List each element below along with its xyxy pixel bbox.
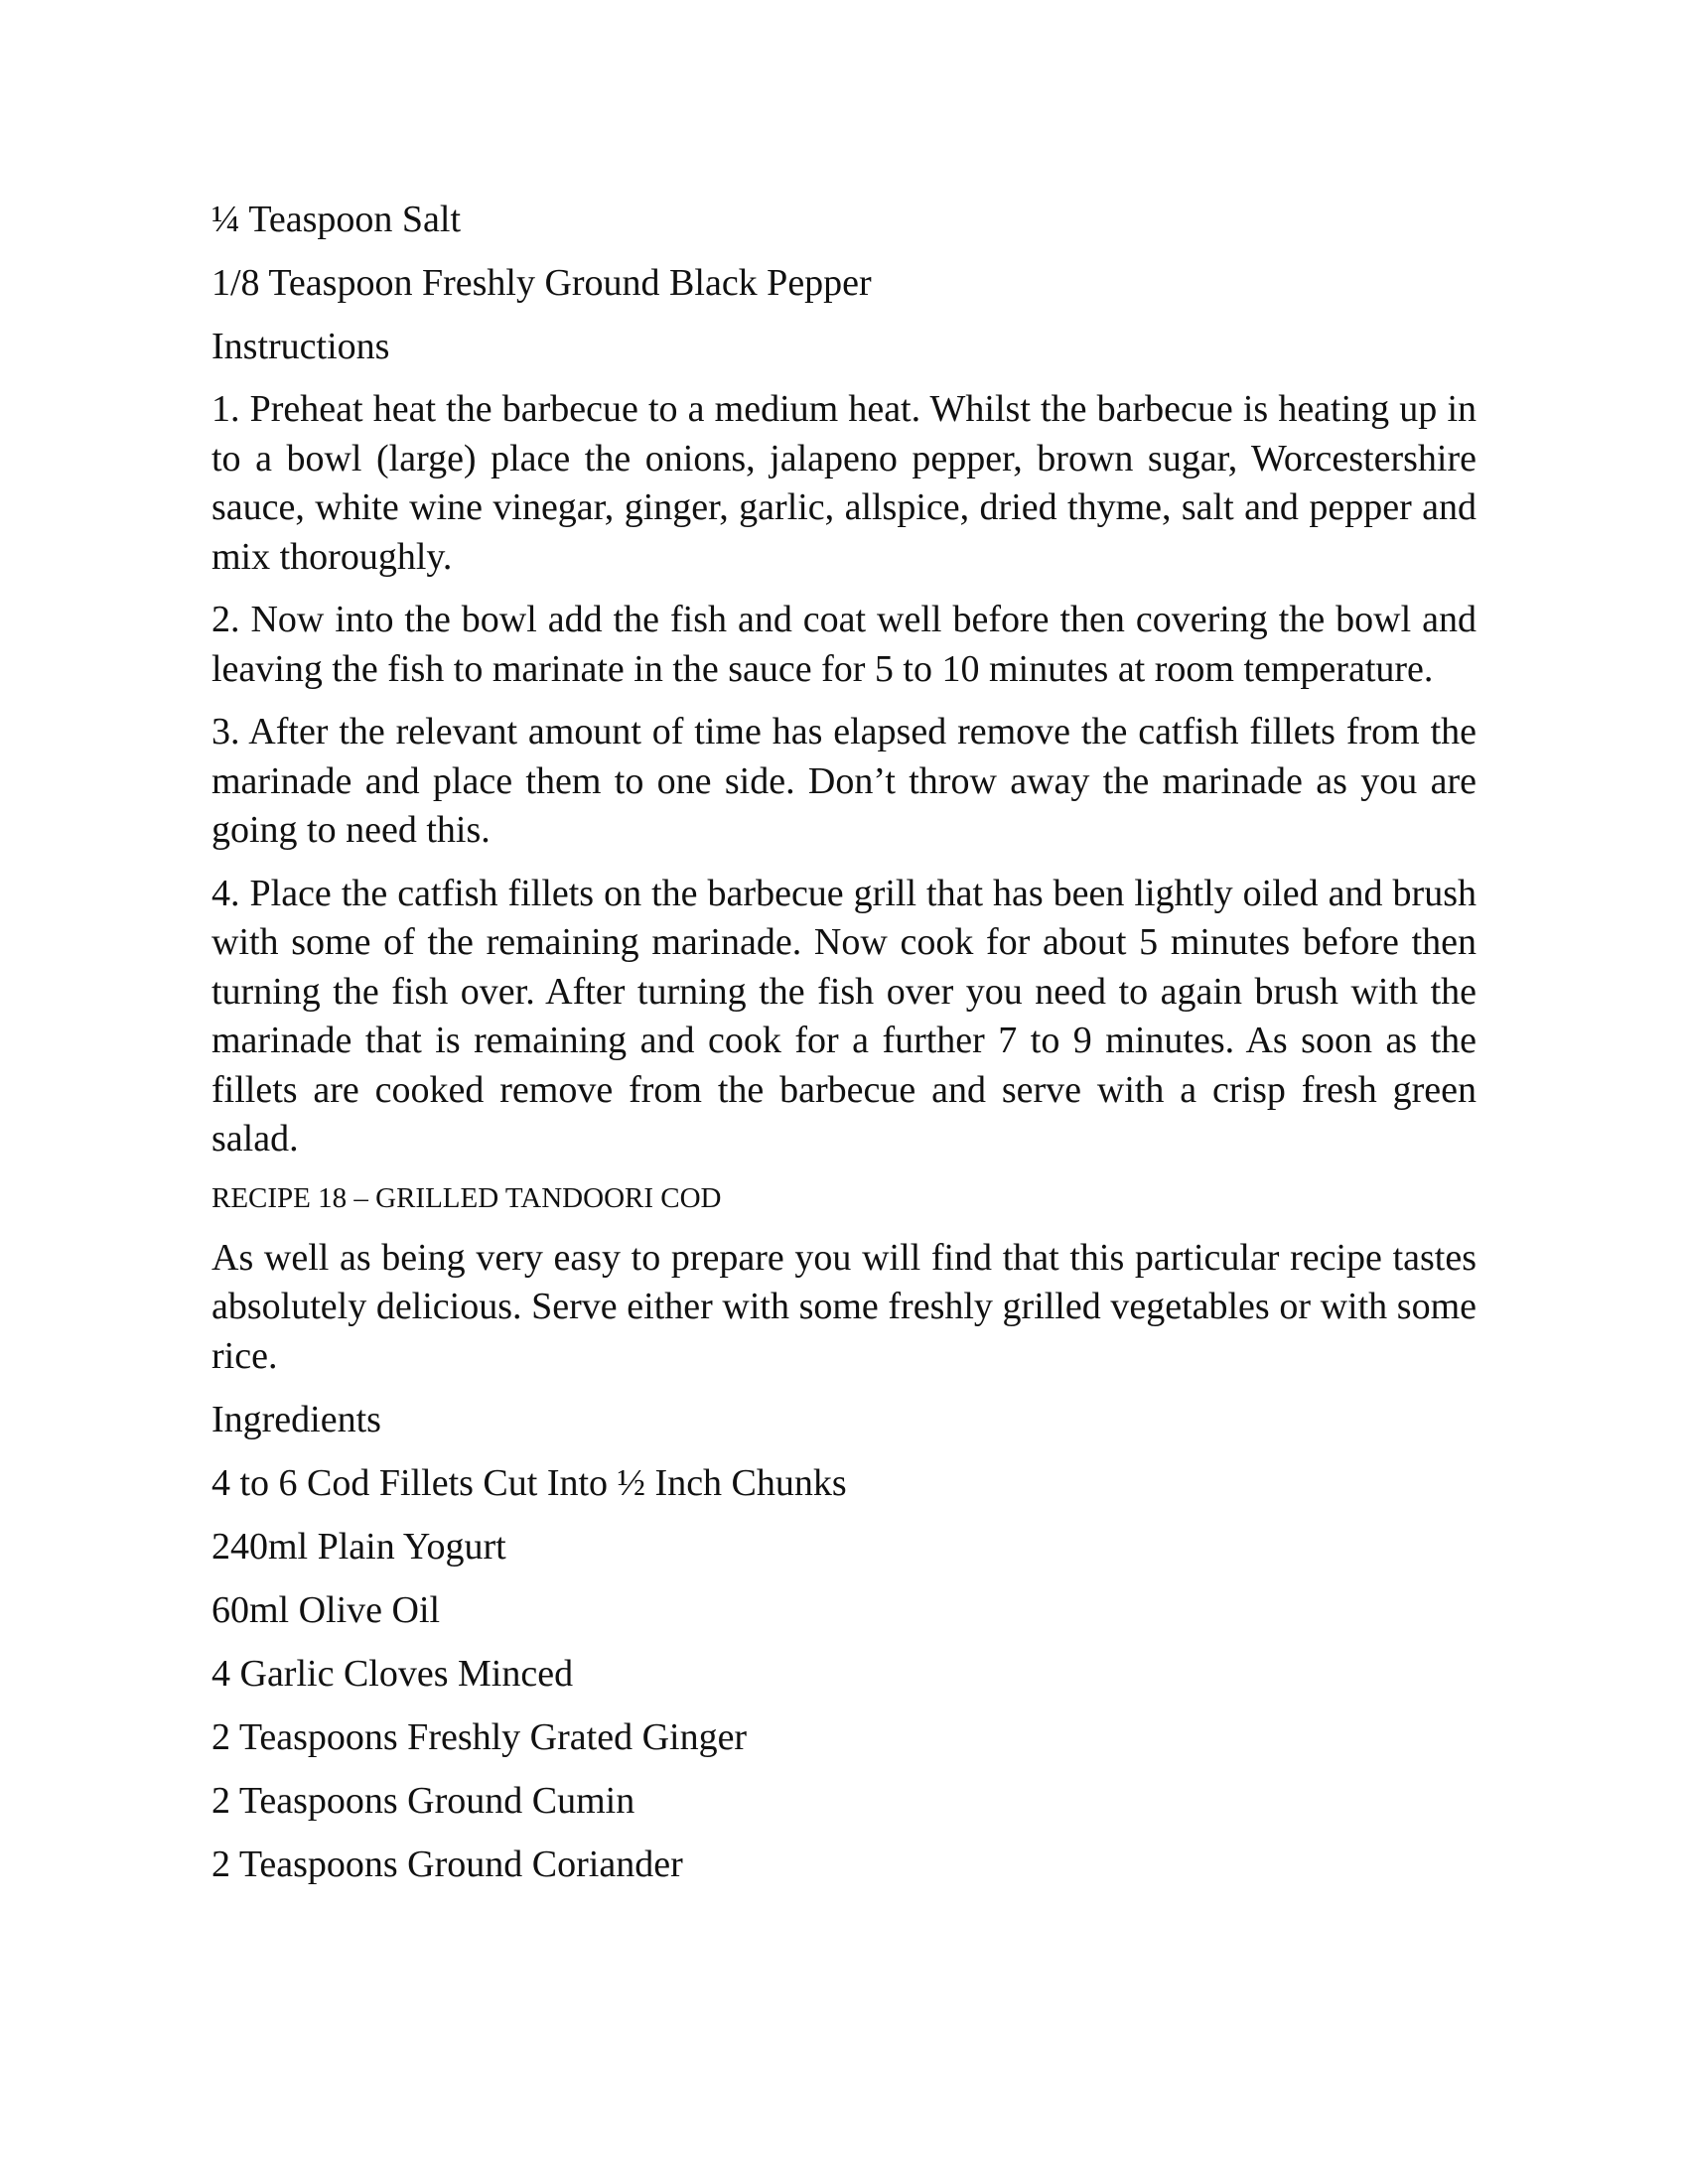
instructions-heading: Instructions — [211, 326, 390, 367]
ingredient-line-salt: ¼ Teaspoon Salt — [211, 199, 462, 240]
instruction-step-2: 2. Now into the bowl add the fish and coat well before then covering the bowl and leaving the fish to marinate in the sauce for 5 to 10 minutes at room temperature. — [211, 599, 1477, 690]
ingredient-item: 2 Teaspoons Ground Coriander — [211, 1843, 683, 1885]
recipe-title: RECIPE 18 – GRILLED TANDOORI COD — [211, 1181, 722, 1214]
ingredient-item: 4 to 6 Cod Fillets Cut Into ½ Inch Chunks — [211, 1462, 847, 1504]
ingredient-item: 240ml Plain Yogurt — [211, 1526, 506, 1568]
ingredients-heading: Ingredients — [211, 1399, 381, 1440]
recipe-intro: As well as being very easy to prepare you will find that this particular recipe tastes absolutely delicious. Serve either with some freshly grilled vegetables or with some rice. — [211, 1236, 1477, 1377]
instruction-step-1: 1. Preheat heat the barbecue to a medium heat. Whilst the barbecue is heating up in to a bowl (large) place the onions, jalapeno pepper, brown sugar, Worcestershire sauce, white wine vinegar, ginger, garlic, allspice, dried thyme, salt and pepper and mix thoroughly. — [211, 388, 1477, 578]
ingredient-line-pepper: 1/8 Teaspoon Freshly Ground Black Pepper — [211, 262, 872, 304]
ingredient-item: 2 Teaspoons Ground Cumin — [211, 1780, 635, 1822]
document-page — [211, 195, 1477, 1903]
instruction-step-4: 4. Place the catfish fillets on the barbecue grill that has been lightly oiled and brush with some of the remaining marinade. Now cook for about 5 minutes before then turning the fish over. After turning the fish over you need to again brush with the marinade that is remaining and cook for a further 7 to 9 minutes. As soon as the fillets are cooked remove from the barbecue and serve with a crisp fresh green salad. — [211, 872, 1477, 1160]
ingredient-item: 2 Teaspoons Freshly Grated Ginger — [211, 1716, 748, 1758]
ingredient-item: 60ml Olive Oil — [211, 1589, 441, 1631]
instruction-step-3: 3. After the relevant amount of time has elapsed remove the catfish fillets from the marinade and place them to one side. Don’t throw away the marinade as you are going to need this. — [211, 711, 1477, 851]
ingredient-item: 4 Garlic Cloves Minced — [211, 1653, 574, 1695]
